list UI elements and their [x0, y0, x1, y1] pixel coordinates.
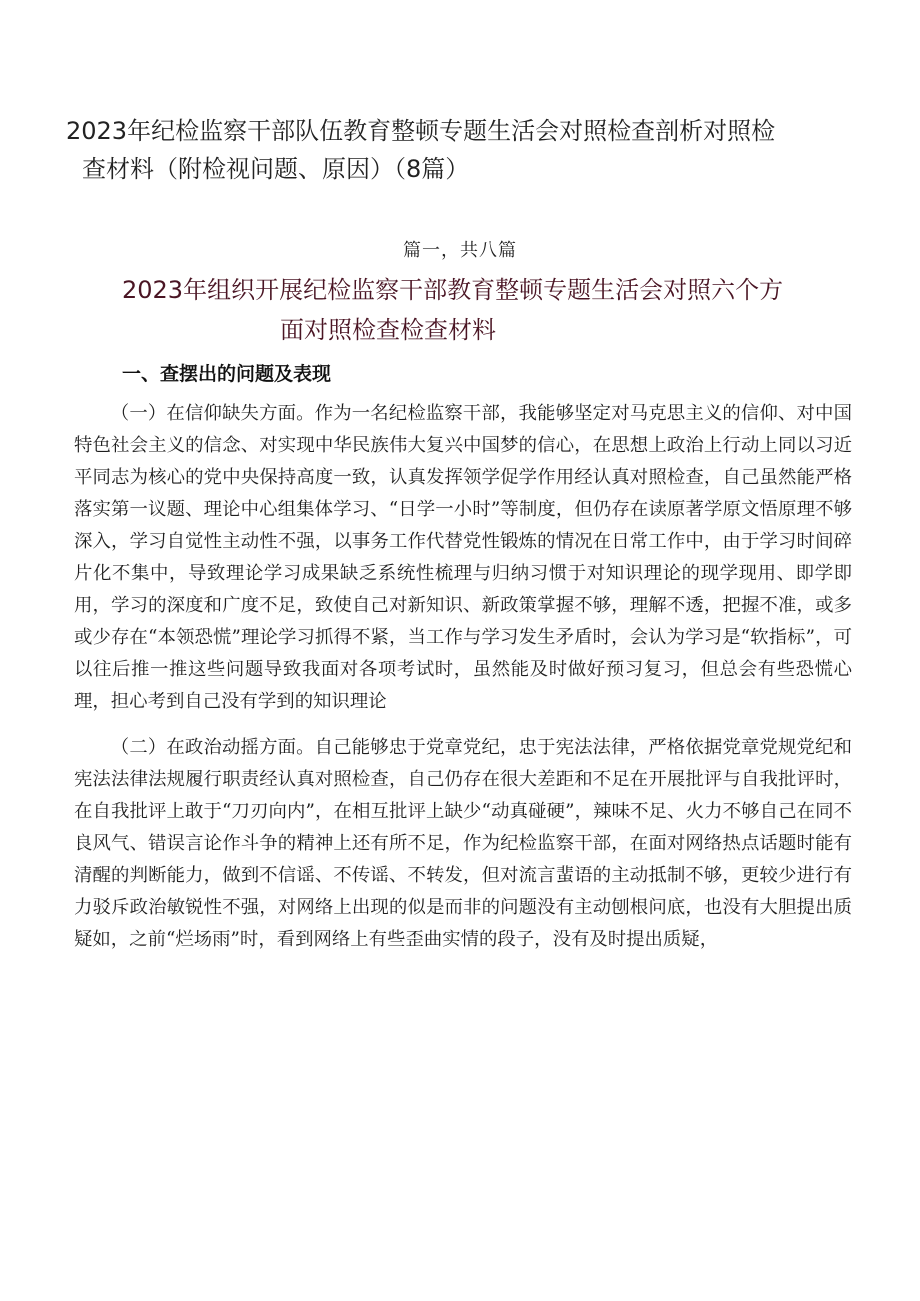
document-title-line-2: 查材料（附检视问题、原因）（8篇）	[82, 155, 470, 183]
body-text	[74, 398, 852, 970]
paragraph-politics: （二）在政治动摇方面。自己能够忠于党章党纪，忠于宪法法律，严格依据党章党规党纪和宪法法律法规履行职责经认真对照检查，自己仍存在很大差距和不足在开展批评与自我批评时，在自我批评上敢于“刀刃向内”，在相互批评上缺少“动真碰硬”，辣味不足、火力不够自己在同不良风气、错误言论作斗争的精神上还有所不足，作为纪检监察干部，在面对网络热点话题时能有清醒的判断能力，做到不信谣、不传谣、不转发，但对流言蜚语的主动抵制不够，更较少进行有力驳斥政治敏锐性不强，对网络上出现的似是而非的问题没有主动刨根问底，也没有大胆提出质疑如，之前“烂场雨”时，看到网络上有些歪曲实情的段子，没有及时提出质疑，	[74, 737, 852, 950]
paragraph-faith: （一）在信仰缺失方面。作为一名纪检监察干部，我能够坚定对马克思主义的信仰、对中国特色社会主义的信念、对实现中华民族伟大复兴中国梦的信心，在思想上政治上行动上同以习近平同志为核心的党中央保持高度一致，认真发挥领学促学作用经认真对照检查，自己虽然能严格落实第一议题、理论中心组集体学习、“日学一小时”等制度，但仍存在读原著学原文悟原理不够深入，学习自觉性主动性不强，以事务工作代替党性锻炼的情况在日常工作中，由于学习时间碎片化不集中，导致理论学习成果缺乏系统性梳理与归纳习惯于对知识理论的现学现用、即学即用，学习的深度和广度不足，致使自己对新知识、新政策掌握不够，理解不透，把握不准，或多或少存在“本领恐慌”理论学习抓得不紧，当工作与学习发生矛盾时，会认为学习是“软指标”，可以往后推一推这些问题导致我面对各项考试时，虽然能及时做好预习复习，但总会有些恐慌心理，担心考到自己没有学到的知识理论	[74, 403, 852, 712]
article-subtitle	[122, 270, 862, 350]
document-title	[66, 112, 866, 188]
document-title-line-1: 2023年纪检监察干部队伍教育整顿专题生活会对照检查剖析对照检	[66, 117, 776, 145]
part-label: 篇一，共八篇	[403, 240, 517, 261]
article-subtitle-line-2: 面对照检查检查材料	[280, 316, 496, 344]
section-heading: 一、查摆出的问题及表现	[122, 363, 332, 385]
article-subtitle-line-1: 2023年组织开展纪检监察干部教育整顿专题生活会对照六个方	[122, 276, 784, 304]
